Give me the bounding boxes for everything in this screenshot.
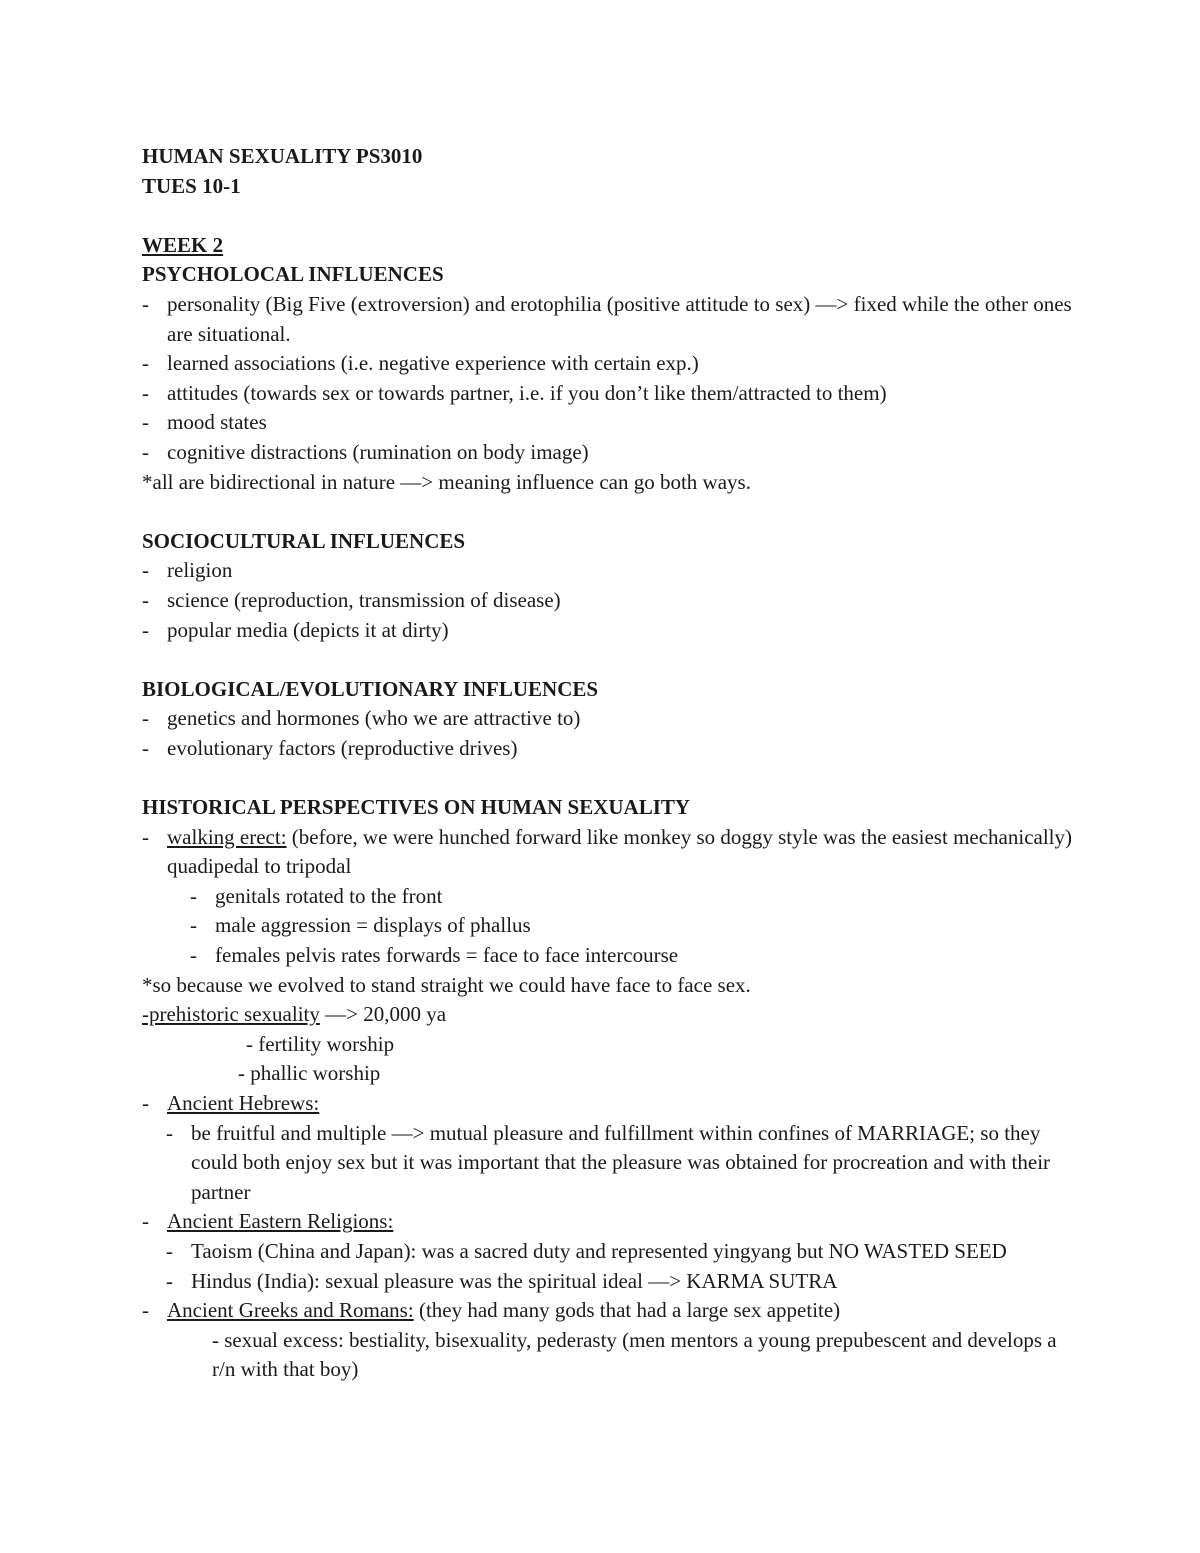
dash-bullet: - [142, 380, 149, 405]
list-item: - Taoism (China and Japan): was a sacred duty and represented yingyang but NO WASTED SEED [166, 1237, 1072, 1267]
excess-line: - sexual excess: bestiality, bisexuality, pederasty (men mentors a young prepubescent and develops a r/n with that boy) [212, 1327, 1057, 1382]
dash-bullet: - [166, 1268, 173, 1293]
dash-bullet: - [142, 410, 149, 435]
dash-bullet: - [142, 1091, 149, 1115]
list-item: - learned associations (i.e. negative experience with certain exp.) [142, 349, 1072, 379]
dash-bullet: - [142, 291, 149, 316]
list-item: - religion [142, 556, 1072, 586]
dash-bullet: - [142, 439, 149, 464]
dash-bullet: - [142, 1298, 149, 1323]
list-item: - Ancient Eastern Religions: [142, 1207, 1072, 1237]
notes-body [142, 142, 1072, 1385]
prehistoric-line: -prehistoric sexuality —> 20,000 ya [142, 1002, 447, 1027]
dash-bullet: - [190, 883, 197, 908]
hist-heading: HISTORICAL PERSPECTIVES ON HUMAN SEXUALITY [142, 795, 691, 820]
list-item: - science (reproduction, transmission of disease) [142, 586, 1072, 616]
list-item: - Ancient Greeks and Romans: (they had many gods that had a large sex appetite) [142, 1296, 1072, 1326]
dash-bullet: - [142, 1209, 149, 1234]
list-item: - Ancient Hebrews: [142, 1089, 1072, 1119]
class-time: TUES 10-1 [142, 173, 241, 198]
dash-bullet: - [142, 351, 149, 376]
list-item: - be fruitful and multiple —> mutual pleasure and fulfillment within confines of MARRIAGE; so they could both enjoy sex but it was important that the pleasure was obtained for procreation and with their partner [166, 1120, 1051, 1204]
list-item: - genitals rotated to the front [190, 882, 1072, 912]
spacer [142, 201, 1072, 231]
dash-bullet: - [190, 913, 197, 938]
list-item: - females pelvis rates forwards = face to face intercourse [190, 941, 1072, 971]
list-item: - popular media (depicts it at dirty) [142, 616, 1072, 646]
dash-bullet: - [142, 558, 149, 583]
hist-note: *so because we evolved to stand straight we could have face to face sex. [142, 972, 751, 997]
dash-bullet: - [142, 617, 149, 642]
list-item: - cognitive distractions (rumination on body image) [142, 438, 1072, 468]
course-title: HUMAN SEXUALITY PS3010 [142, 144, 423, 168]
list-item: - male aggression = displays of phallus [190, 911, 1072, 941]
bio-heading: BIOLOGICAL/EVOLUTIONARY INFLUENCES [142, 676, 599, 701]
dash-bullet: - [142, 735, 149, 760]
dash-bullet: - [190, 943, 197, 968]
spacer [142, 763, 1072, 793]
list-item: - personality (Big Five (extroversion) and erotophilia (positive attitude to sex) —> fixed while the other ones are situational. [142, 291, 1072, 346]
dash-bullet: - [142, 706, 149, 731]
spacer [142, 645, 1072, 675]
list-item: - evolutionary factors (reproductive drives) [142, 734, 1072, 764]
dash-bullet: - [166, 1120, 173, 1145]
list-item: - walking erect: (before, we were hunched forward like monkey so doggy style was the easiest mechanically) quadipedal to tripodal [142, 824, 1073, 879]
psych-heading: PSYCHOLOCAL INFLUENCES [142, 262, 444, 287]
dash-bullet: - [142, 587, 149, 612]
socio-heading: SOCIOCULTURAL INFLUENCES [142, 528, 466, 553]
list-item: - Hindus (India): sexual pleasure was the spiritual ideal —> KARMA SUTRA [166, 1267, 1072, 1297]
dash-bullet: - [142, 824, 149, 849]
list-item: - attitudes (towards sex or towards partner, i.e. if you don’t like them/attracted to them) [142, 379, 1072, 409]
fertility-line: - fertility worship [246, 1031, 395, 1056]
spacer [142, 497, 1072, 527]
week-heading: WEEK 2 [142, 232, 224, 257]
psych-note: *all are bidirectional in nature —> meaning influence can go both ways. [142, 469, 751, 494]
dash-bullet: - [166, 1238, 173, 1263]
walking-label: walking erect: [167, 824, 287, 849]
list-item: - mood states [142, 408, 1072, 438]
list-item: - genetics and hormones (who we are attractive to) [142, 704, 1072, 734]
phallic-line: - phallic worship [238, 1061, 381, 1086]
